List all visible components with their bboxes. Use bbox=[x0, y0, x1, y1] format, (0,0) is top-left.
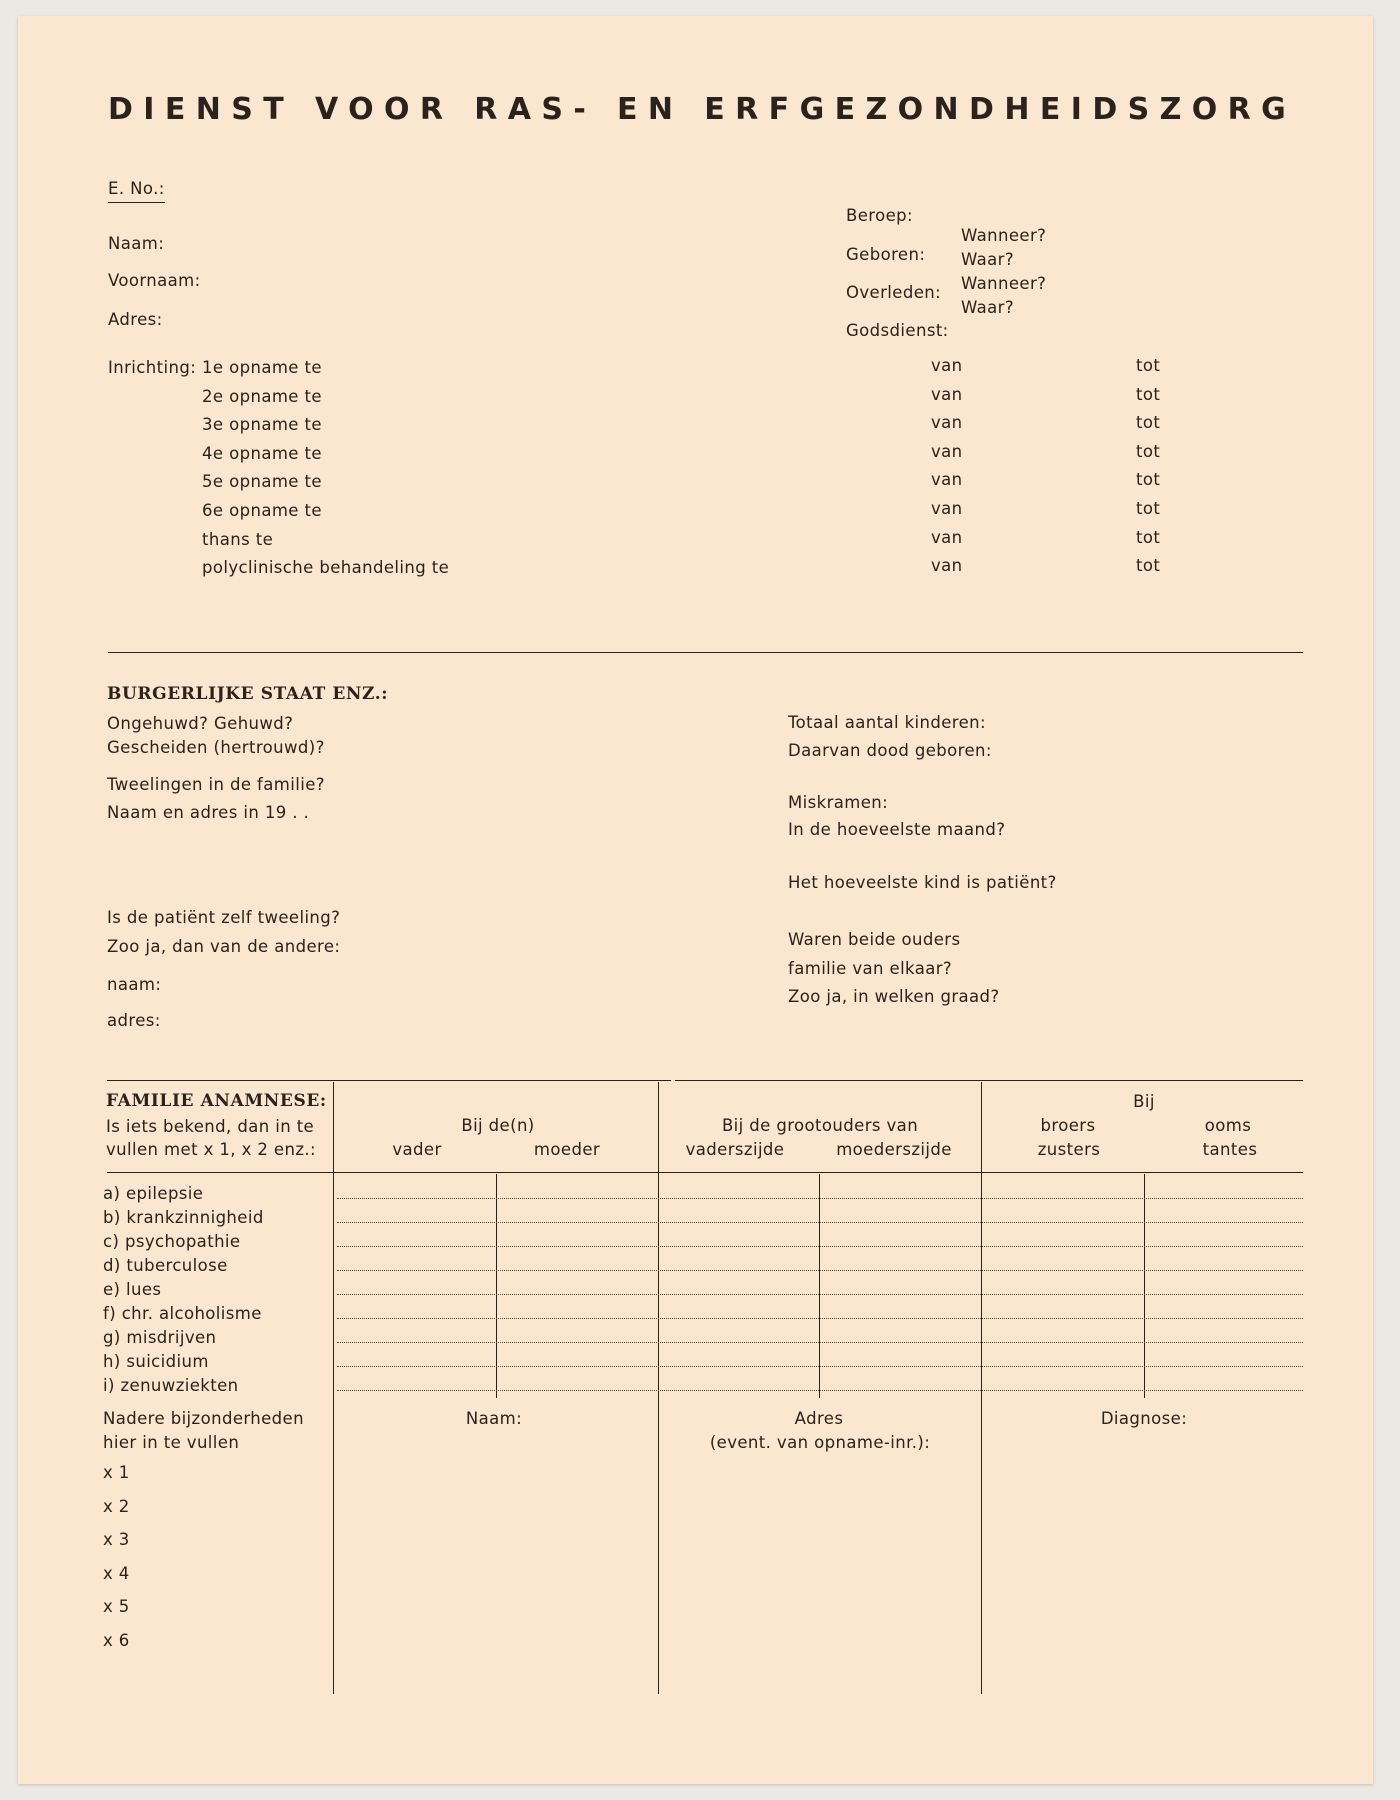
bij-header: Bij bbox=[1133, 1092, 1155, 1111]
voornaam-label: Voornaam: bbox=[108, 271, 201, 290]
van-label: van bbox=[931, 556, 963, 576]
opname-row-label: 3e opname te bbox=[202, 415, 322, 435]
familie-anamnese-heading: FAMILIE ANAMNESE: bbox=[106, 1091, 327, 1111]
table-top-rule-right bbox=[675, 1080, 1303, 1081]
tot-label: tot bbox=[1136, 470, 1161, 490]
welken-graad-label: Zoo ja, in welken graad? bbox=[788, 987, 1000, 1006]
geboren-label: Geboren: bbox=[846, 245, 926, 264]
nadere-line1: Nadere bijzonderheden bbox=[103, 1409, 304, 1428]
opname-row-label: 5e opname te bbox=[202, 472, 322, 492]
totaal-kinderen-label: Totaal aantal kinderen: bbox=[788, 713, 986, 732]
opname-row-label: 4e opname te bbox=[202, 443, 322, 463]
moeder-header: moeder bbox=[533, 1140, 601, 1159]
mark-label: x 2 bbox=[103, 1496, 130, 1516]
overleden-label: Overleden: bbox=[846, 283, 942, 302]
maand-label: In de hoeveelste maand? bbox=[788, 820, 1006, 839]
nadere-line2: hier in te vullen bbox=[103, 1433, 240, 1452]
diagnose-column-header: Diagnose: bbox=[1100, 1409, 1188, 1428]
van-label: van bbox=[931, 499, 963, 518]
godsdienst-label: Godsdienst: bbox=[846, 321, 949, 340]
column-divider bbox=[333, 1082, 334, 1694]
condition-item: h) suicidium bbox=[103, 1352, 209, 1371]
familie-elkaar-label: familie van elkaar? bbox=[788, 959, 953, 978]
naam-column-header: Naam: bbox=[465, 1409, 523, 1428]
tantes-header: tantes bbox=[1202, 1140, 1258, 1159]
subcolumn-divider bbox=[819, 1174, 820, 1398]
adres-label: Adres: bbox=[108, 310, 163, 329]
condition-item: a) epilepsie bbox=[103, 1184, 204, 1203]
opname-row-label: polyclinische behandeling te bbox=[202, 558, 450, 578]
tot-label: tot bbox=[1136, 384, 1161, 404]
table-top-rule-left bbox=[107, 1080, 671, 1081]
opname-row-label: thans te bbox=[202, 529, 274, 549]
entry-row-line bbox=[337, 1270, 1303, 1271]
form-sheet bbox=[18, 16, 1373, 1784]
geboren-waar-label: Waar? bbox=[961, 250, 1015, 269]
condition-item: c) psychopathie bbox=[103, 1232, 241, 1251]
overleden-waar-label: Waar? bbox=[961, 298, 1015, 317]
tot-label: tot bbox=[1136, 441, 1161, 461]
entry-row-line bbox=[337, 1222, 1303, 1223]
naam-label: Naam: bbox=[108, 234, 165, 253]
entry-row-line bbox=[337, 1390, 1303, 1391]
condition-item: d) tuberculose bbox=[103, 1256, 228, 1275]
broers-header: broers bbox=[1040, 1116, 1096, 1135]
subcolumn-divider bbox=[1144, 1174, 1145, 1398]
tot-label: tot bbox=[1136, 527, 1161, 547]
condition-item: i) zenuwziekten bbox=[103, 1376, 239, 1395]
opname-row-label: 1e opname te bbox=[202, 358, 322, 377]
tweeling-adres-label: adres: bbox=[107, 1011, 161, 1030]
vaderszijde-header: vaderszijde bbox=[685, 1140, 785, 1159]
entry-row-line bbox=[337, 1246, 1303, 1247]
familie-intro-line2: vullen met x 1, x 2 enz.: bbox=[106, 1140, 317, 1159]
section-divider bbox=[108, 652, 1303, 653]
condition-item: b) krankzinnigheid bbox=[103, 1208, 264, 1227]
van-label: van bbox=[931, 413, 963, 433]
miskramen-label: Miskramen: bbox=[788, 793, 889, 812]
adres-column-subheader: (event. van opname-inr.): bbox=[709, 1433, 931, 1452]
mark-label: x 5 bbox=[103, 1597, 130, 1617]
entry-row-line bbox=[337, 1366, 1303, 1367]
van-label: van bbox=[931, 441, 963, 461]
opname-row-label: 6e opname te bbox=[202, 501, 322, 520]
burgerlijke-staat-heading: BURGERLIJKE STAAT ENZ.: bbox=[107, 684, 389, 704]
zelf-tweeling-label: Is de patiënt zelf tweeling? bbox=[107, 908, 341, 927]
van-label: van bbox=[931, 384, 963, 404]
condition-item: e) lues bbox=[103, 1280, 162, 1299]
beroep-label: Beroep: bbox=[846, 206, 913, 225]
van-label: van bbox=[931, 470, 963, 490]
zusters-header: zusters bbox=[1037, 1140, 1101, 1159]
geboren-wanneer-label: Wanneer? bbox=[961, 226, 1047, 245]
familie-intro-line1: Is iets bekend, dan in te bbox=[106, 1117, 315, 1136]
mark-label: x 1 bbox=[103, 1463, 130, 1482]
opname-row-label: 2e opname te bbox=[202, 386, 322, 406]
overleden-wanneer-label: Wanneer? bbox=[961, 274, 1047, 293]
entry-row-line bbox=[337, 1342, 1303, 1343]
ooms-header: ooms bbox=[1204, 1116, 1252, 1135]
vader-header: vader bbox=[392, 1140, 442, 1159]
form-title: DIENST VOOR RAS- EN ERFGEZONDHEIDSZORG bbox=[108, 92, 1297, 127]
van-label: van bbox=[931, 527, 963, 547]
tot-label: tot bbox=[1136, 413, 1161, 433]
e-no-label: E. No.: bbox=[108, 181, 165, 203]
mark-label: x 3 bbox=[103, 1530, 130, 1550]
table-header-rule bbox=[107, 1172, 1303, 1173]
subcolumn-divider bbox=[496, 1174, 497, 1398]
condition-item: g) misdrijven bbox=[103, 1328, 217, 1347]
entry-row-line bbox=[337, 1198, 1303, 1199]
ongehuwd-label: Ongehuwd? Gehuwd? bbox=[107, 714, 294, 733]
inrichting-label: Inrichting: bbox=[108, 358, 197, 377]
tot-label: tot bbox=[1136, 356, 1161, 375]
tweelingen-label: Tweelingen in de familie? bbox=[107, 775, 325, 794]
entry-row-line bbox=[337, 1294, 1303, 1295]
column-divider bbox=[981, 1082, 982, 1694]
condition-item: f) chr. alcoholisme bbox=[103, 1304, 262, 1323]
tweeling-naam-label: naam: bbox=[107, 975, 162, 994]
tot-label: tot bbox=[1136, 499, 1161, 518]
naam-adres-label: Naam en adres in 19 . . bbox=[107, 803, 310, 822]
gescheiden-label: Gescheiden (hertrouwd)? bbox=[107, 738, 325, 757]
adres-column-header: Adres bbox=[794, 1409, 844, 1428]
van-label: van bbox=[931, 356, 963, 375]
dood-geboren-label: Daarvan dood geboren: bbox=[788, 741, 992, 760]
bij-den-header: Bij de(n) bbox=[461, 1116, 535, 1135]
waren-ouders-label: Waren beide ouders bbox=[788, 930, 961, 949]
moederszijde-header: moederszijde bbox=[836, 1140, 952, 1159]
zoo-ja-label: Zoo ja, dan van de andere: bbox=[107, 937, 341, 956]
grootouders-header: Bij de grootouders van bbox=[721, 1116, 919, 1135]
tot-label: tot bbox=[1136, 556, 1161, 576]
column-divider bbox=[658, 1082, 659, 1694]
entry-row-line bbox=[337, 1318, 1303, 1319]
hoeveelste-kind-label: Het hoeveelste kind is patiënt? bbox=[788, 873, 1057, 892]
mark-label: x 4 bbox=[103, 1563, 130, 1583]
mark-label: x 6 bbox=[103, 1631, 130, 1650]
